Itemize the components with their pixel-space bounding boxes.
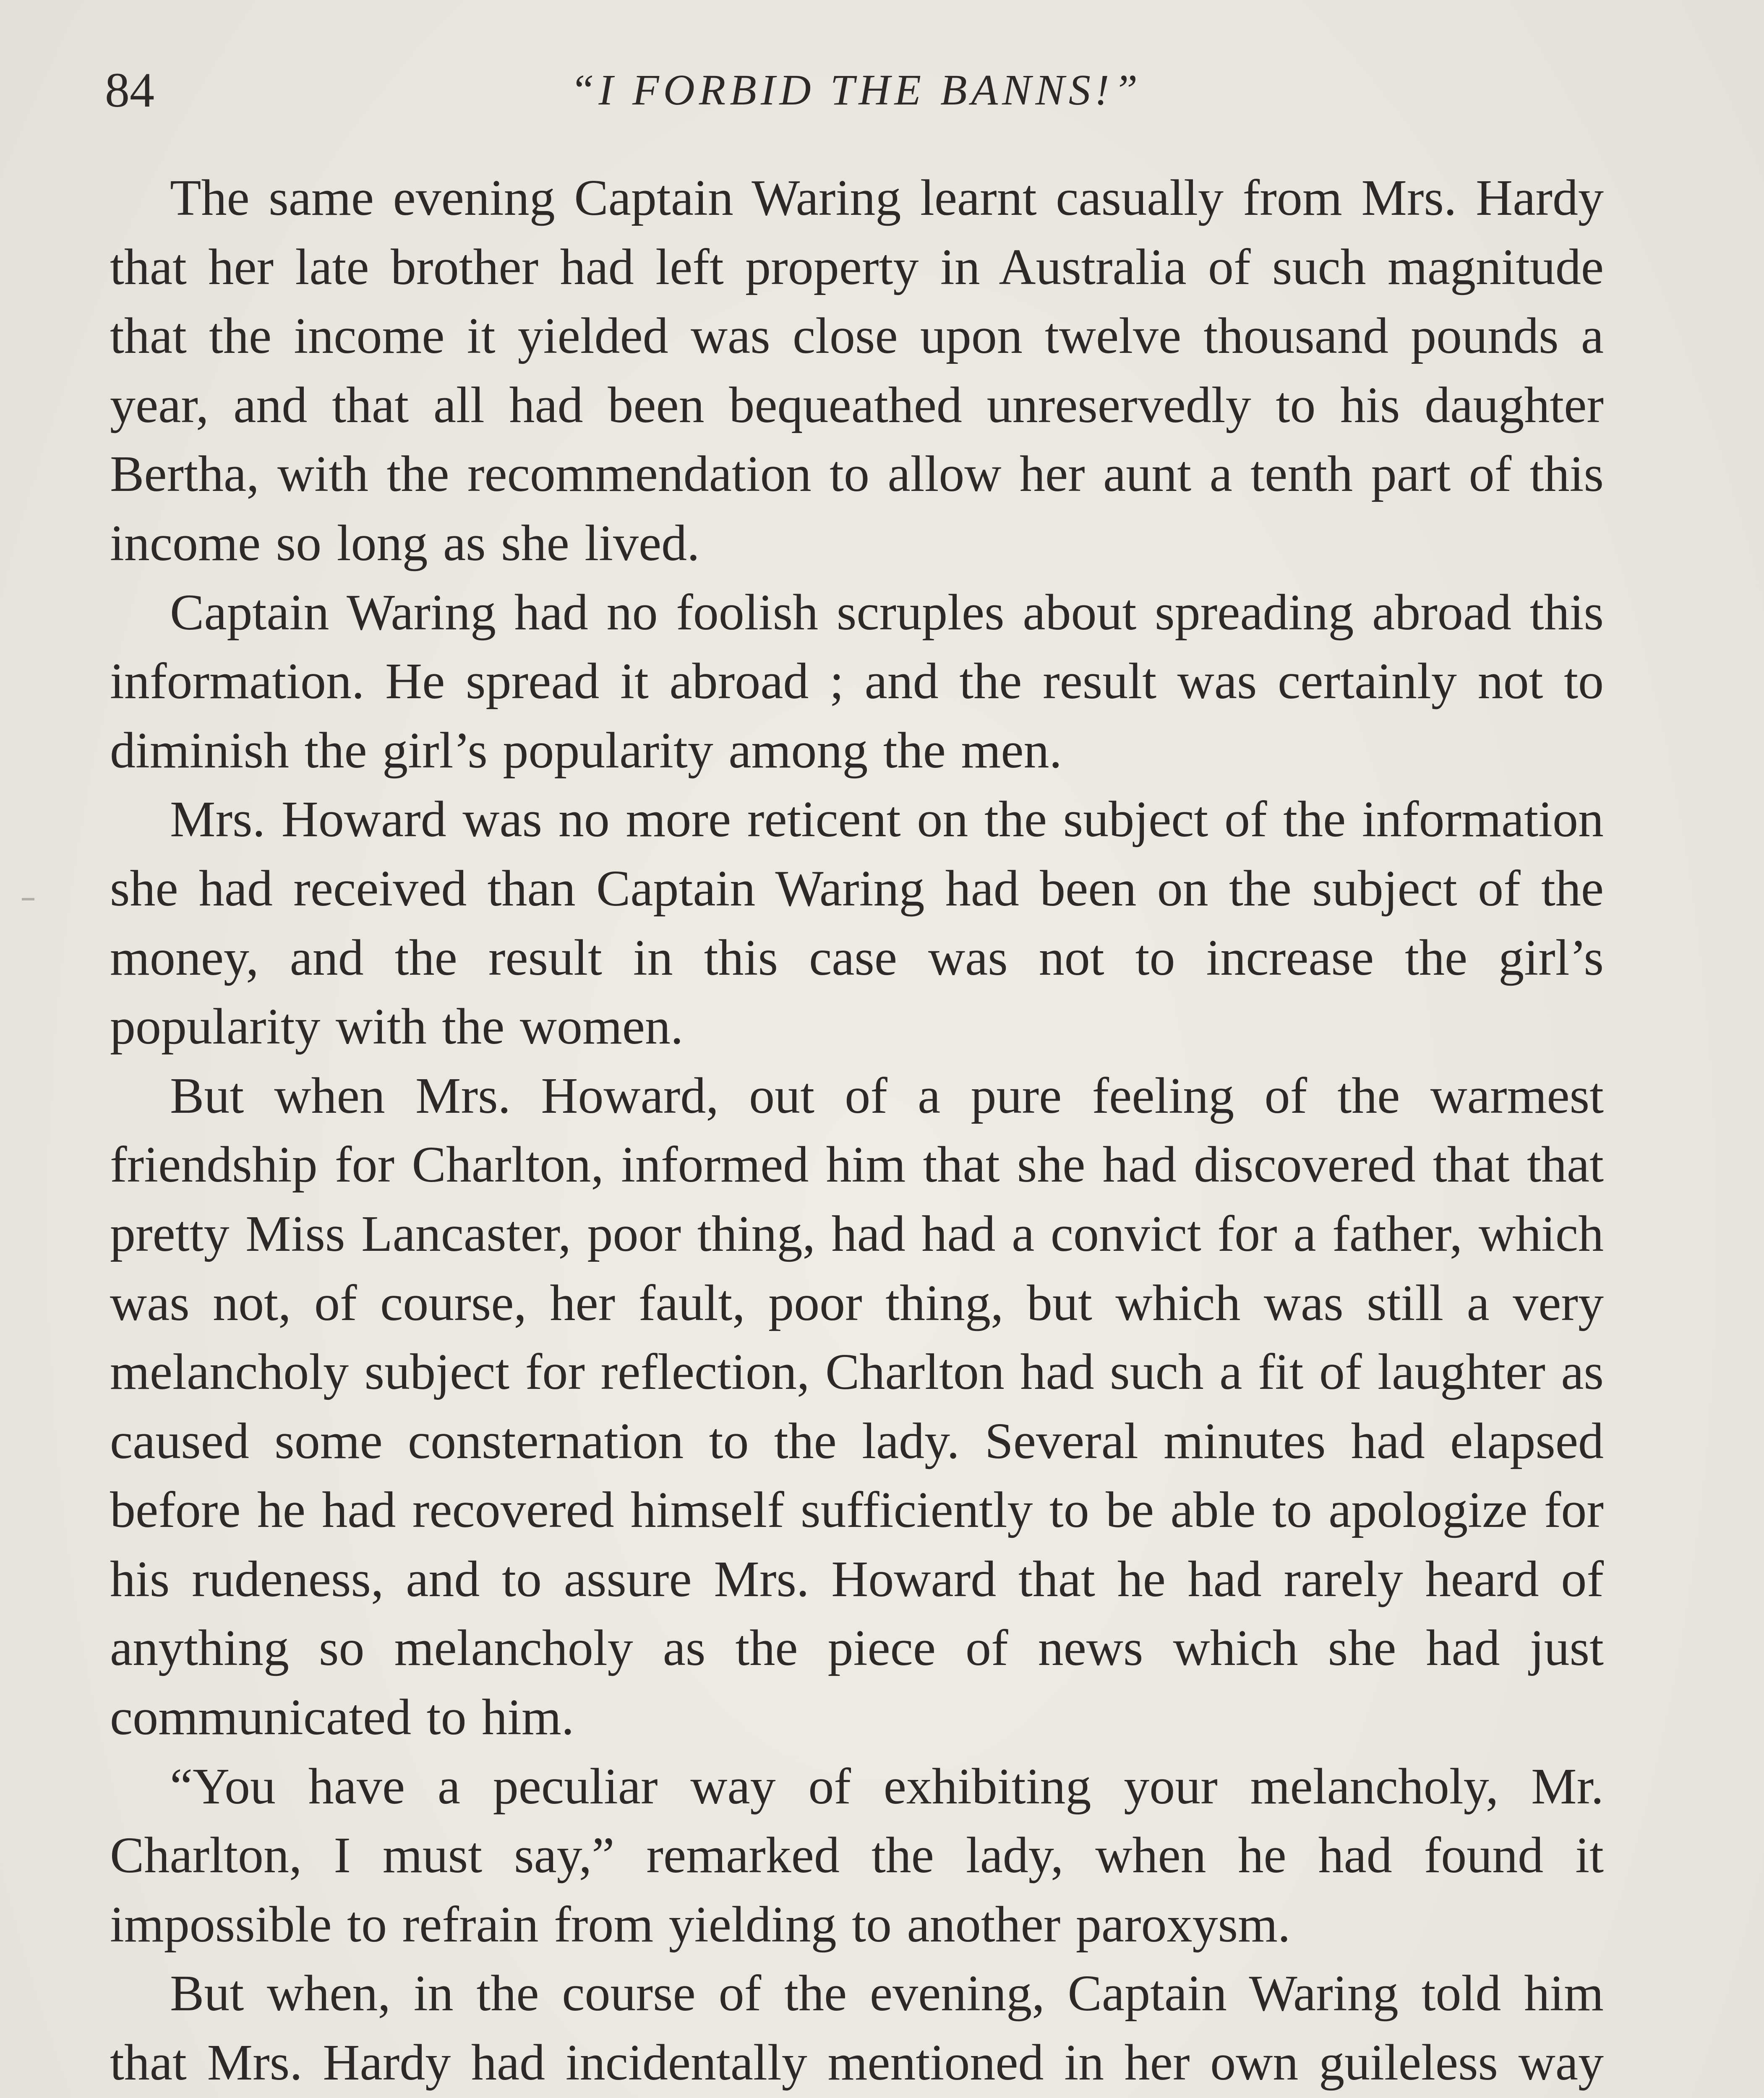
body-text bbox=[110, 164, 1604, 2098]
running-title: “I FORBID THE BANNS!” bbox=[570, 66, 1142, 114]
paragraph: The same evening Captain Waring learnt casually from Mrs. Hardy that her late brother had left property in Australia of such magnitude that the income it yielded was close upon twelve thousand pounds a year, and that all had been bequeathed unreservedly to his daughter Bertha, with the recommendation to allow her aunt a tenth part of this income so long as she lived. bbox=[110, 170, 1604, 571]
paragraph: But when, in the course of the evening, Captain Waring told him that Mrs. Hardy had incidentally mentioned in her own guileless way bbox=[110, 1965, 1604, 2091]
running-head bbox=[105, 50, 1607, 130]
paragraph: But when Mrs. Howard, out of a pure feeling of the warmest friendship for Charlton, informed him that she had discovered that that pretty Miss Lancaster, poor thing, had had a convict for a father, which was not, of course, her fault, poor thing, but which was still a very melancholy subject for reflection, Charlton had such a fit of laughter as caused some consternation to the lady. Several minutes had elapsed before he had recovered himself sufficiently to be able to apologize for his rudeness, and to assure Mrs. Howard that he had rarely heard of anything so melancholy as the piece of news which she had just communicated to him. bbox=[110, 1067, 1604, 1746]
margin-mark bbox=[22, 898, 34, 900]
page-number: 84 bbox=[105, 63, 154, 117]
paragraph: “You have a peculiar way of exhibiting your melancholy, Mr. Charlton, I must say,” remarked the lady, when he had found it impossible to refrain from yielding to another paroxysm. bbox=[110, 1758, 1604, 1953]
paragraph: Mrs. Howard was no more reticent on the subject of the information she had received than Captain Waring had been on the subject of the money, and the result in this case was not to increase the girl’s popularity with the women. bbox=[110, 791, 1604, 1055]
paragraph: Captain Waring had no foolish scruples about spreading abroad this information. He spread it abroad ; and the result was certainly not to diminish the girl’s popularity among the men. bbox=[110, 584, 1604, 779]
